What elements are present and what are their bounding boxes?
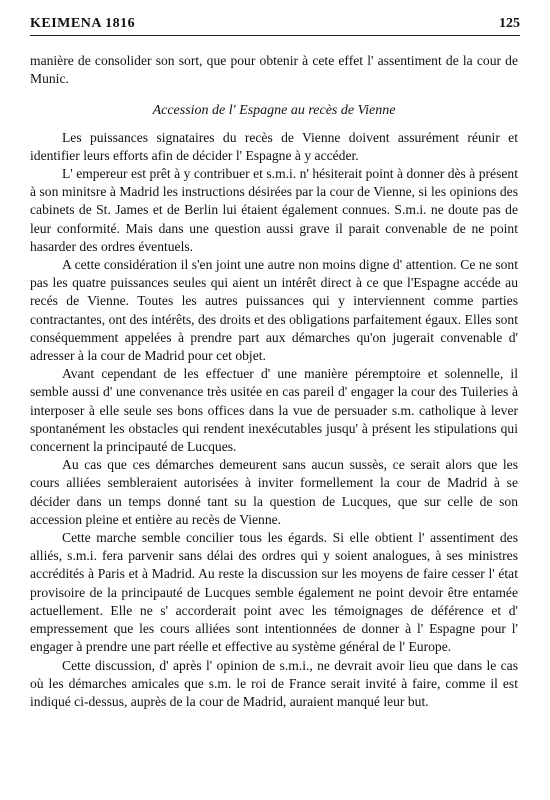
section-heading: Accession de l' Espagne au recès de Vienne xyxy=(152,103,396,119)
paragraph: Avant cependant de les effectuer d' une manière péremptoire et solennelle, il semble aussi d' une convenance très usitée en cas pareil d' engager la cour des Tuileries à interposer à elle seule ses bons offices dans la vue de persuader s.m. catholique à lever spontanément les obstacles qui rendent inexécutables jusqu' à présent les stipulations qui concernent la principauté de Lucques. xyxy=(30,366,518,455)
running-header xyxy=(30,10,520,32)
header-rule xyxy=(30,35,520,36)
paragraph: Les puissances signataires du recès de Vienne doivent assurément réunir et identifier leurs efforts afin de décider l' Espagne à y accéder. xyxy=(30,129,518,163)
paragraph: Cette discussion, d' après l' opinion de s.m.i., ne devrait avoir lieu que dans le cas où les démarches amicales que s.m. le roi de France serait invité à faire, comme il est indiqué ci-dessus, auprès de la cour de Madrid, auraient manqué leur but. xyxy=(30,657,518,709)
paragraph: Au cas que ces démarches demeurent sans aucun sussès, ce serait alors que les cours alliées sembleraient autorisées à inviter formellement la cour de Madrid à se décider dans un temps donné tant su la question de Lucques, que sur celle de son accession pleine et entière au recès de Vienne. xyxy=(30,457,518,527)
running-title: KEIMENA 1816 xyxy=(30,16,136,31)
paragraph: L' empereur est prêt à y contribuer et s.m.i. n' hésiterait point à donner dès à présent à son minitsre à Madrid les instructions désirées par la cour de Vienne, si les opinions des cabinets de St. James et de Berlin lui étaient également connues. S.m.i. ne doute pas de leur conformité. Mais dans une question aussi grave il parait convenable de ne point hasarder des ordres éventuels. xyxy=(30,166,518,254)
body-text xyxy=(30,52,518,711)
paragraph: A cette considération il s'en joint une autre non moins digne d' attention. Ce ne sont pas les quatre puissances seules qui aient un intérêt direct à ce que l'Espagne accéde au recés de Vienne. Toutes les autres puissances qui y interviennent comme parties contractantes, ont des intérêts, des droits et des obligations parfaitement égaux. Elles sont conséquemment appelées à prendre part aux démarches qu'on jugerait convenable d' adresser à la cour de Madrid pour cet objet. xyxy=(30,257,518,364)
page-number: 125 xyxy=(499,16,520,31)
paragraph: Cette marche semble concilier tous les égards. Si elle obtient l' assentiment des alliés, s.m.i. fera parvenir sans délai des ordres qui y soient analogues, à ses ministres accrédités à Paris et à Madrid. Au reste la discussion sur les moyens de faire cesser l' état provisoire de la principauté de Lucques semble également ne point devoir être entamée actuellement. Elle ne s' accorderait point avec les témoignages de déférence et d' empressement que les cours alliées sont intentionnées de donner à l' Espagne pour l' engager à prendre une part réelle et effective au système général de l' Europe. xyxy=(30,530,518,655)
continuation-paragraph: manière de consolider son sort, que pour obtenir à cete effet l' assentiment de la cour de Munic. xyxy=(30,53,518,87)
